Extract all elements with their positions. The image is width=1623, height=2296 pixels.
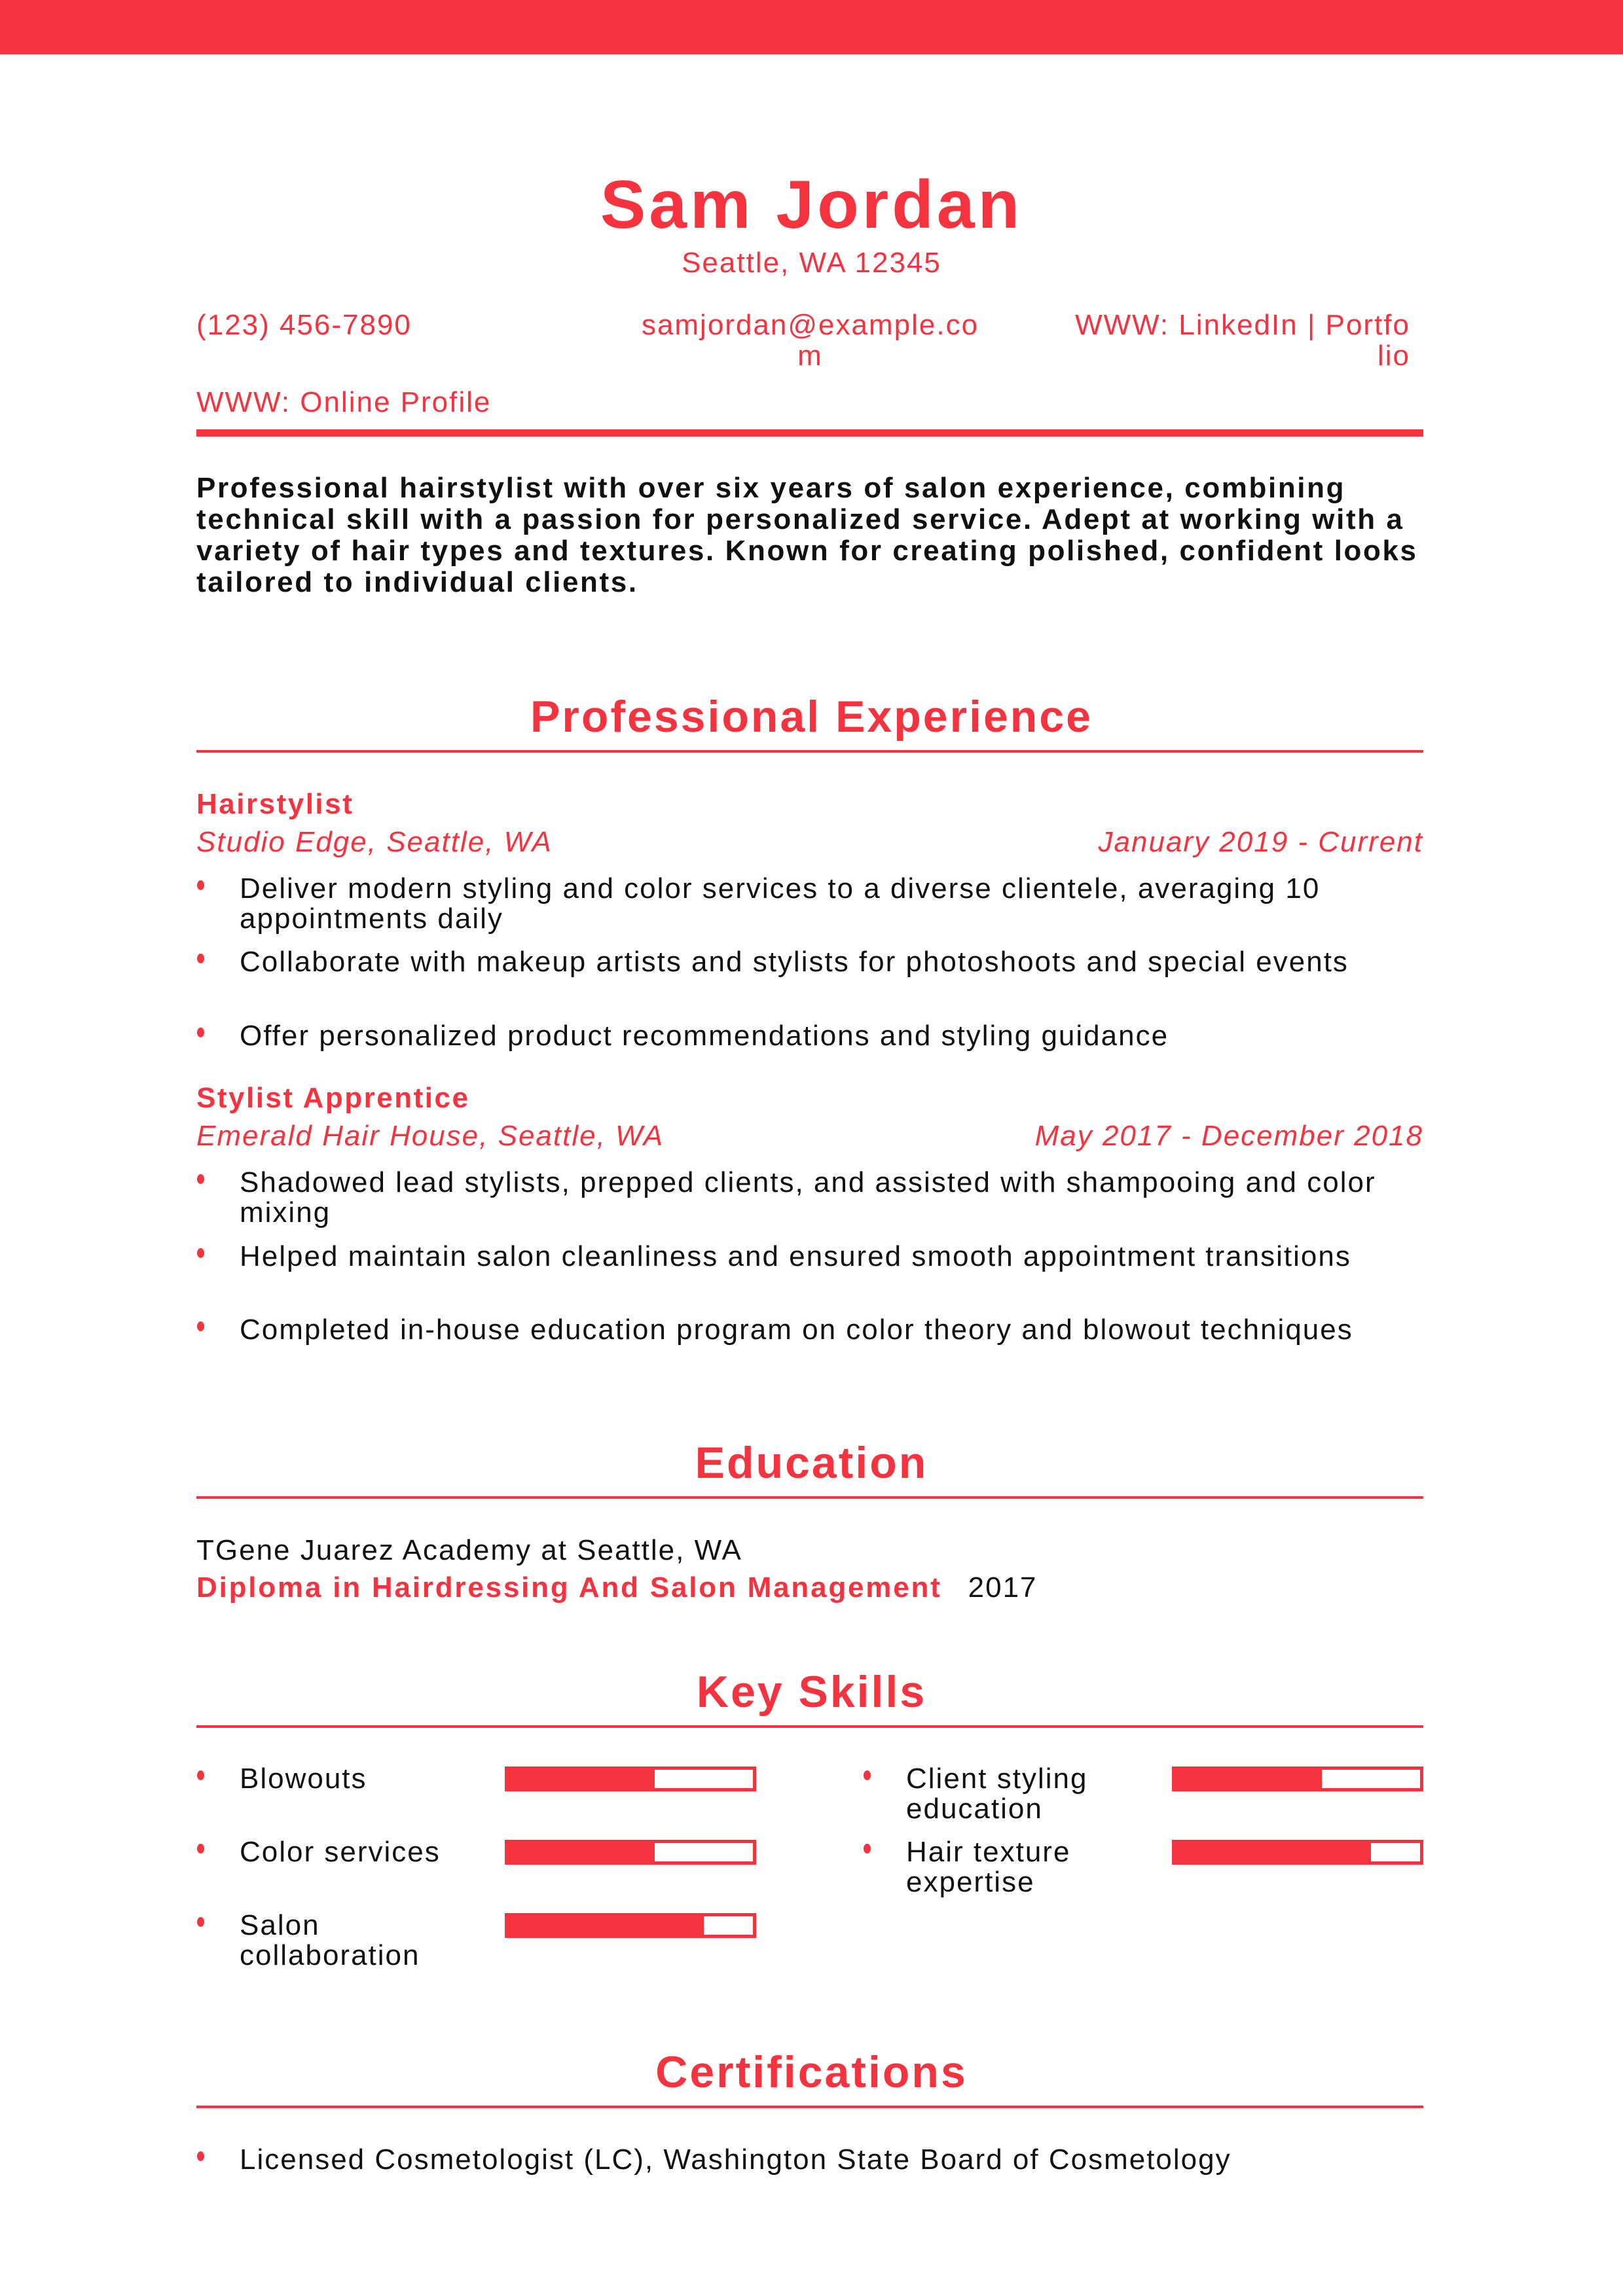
degree: Diploma in Hairdressing And Salon Management	[196, 1571, 942, 1604]
candidate-name: Sam Jordan	[600, 167, 1023, 243]
certification-text: Licensed Cosmetologist (LC), Washington State Board of Cosmetology	[240, 2144, 1231, 2176]
bullet-text: Helped maintain salon cleanliness and ensured smooth appointment transitions	[240, 1240, 1351, 1272]
skill-item	[196, 1837, 475, 1867]
graduation-year: 2017	[968, 1571, 1038, 1604]
list-item	[196, 1242, 1427, 1272]
certifications-heading: Certifications	[655, 2047, 968, 2097]
skill-level-bar	[1172, 1840, 1423, 1865]
skill-level-fill	[508, 1770, 655, 1788]
skill-level-bar	[505, 1767, 756, 1791]
job-title: Stylist Apprentice	[196, 1082, 470, 1114]
bullet-icon	[196, 1910, 240, 1971]
header-divider	[196, 429, 1423, 437]
bullet-text: Deliver modern styling and color services to a diverse clientele, averaging 10 appointments daily	[240, 872, 1321, 935]
list-item	[196, 874, 1427, 934]
job-company: Studio Edge, Seattle, WA	[196, 826, 553, 858]
skill-level-fill	[1175, 1770, 1322, 1788]
skill-name: Color services	[240, 1836, 441, 1868]
list-item	[196, 1021, 1427, 1051]
bullet-icon	[196, 1168, 240, 1228]
bullet-icon	[863, 1837, 906, 1897]
job-company-row	[196, 1120, 1423, 1153]
bullet-icon	[196, 947, 240, 977]
skill-name: Blowouts	[240, 1763, 367, 1795]
online-profile-link[interactable]: WWW: Online Profile	[196, 386, 492, 418]
bullet-text: Collaborate with makeup artists and stylists for photoshoots and special events	[240, 946, 1349, 978]
bullet-icon	[196, 1764, 240, 1794]
skill-level-fill	[508, 1916, 704, 1935]
skills-heading: Key Skills	[696, 1667, 927, 1717]
top-accent-bar	[0, 0, 1623, 54]
skill-level-bar	[505, 1913, 756, 1938]
list-item	[196, 2145, 1427, 2175]
links-line-2: lio	[1377, 340, 1410, 372]
skill-name: Salon collaboration	[240, 1909, 420, 1971]
section-divider	[196, 1496, 1423, 1499]
phone: (123) 456-7890	[196, 309, 412, 341]
section-divider	[196, 1725, 1423, 1728]
section-divider	[196, 750, 1423, 753]
job-company: Emerald Hair House, Seattle, WA	[196, 1120, 665, 1152]
bullet-icon	[196, 1837, 240, 1867]
list-item	[196, 1168, 1427, 1228]
list-item	[196, 1315, 1427, 1345]
summary: Professional hairstylist with over six years of salon experience, combining technical skill with a passion for personalized service. Adept at working with a variety of hair types and textures. Known for creating polished, confident looks tailored to individual clients.	[196, 472, 1418, 598]
job-title: Hairstylist	[196, 788, 354, 820]
skill-name: Client styling education	[906, 1763, 1088, 1825]
skill-level-bar	[1172, 1767, 1423, 1791]
bullet-icon	[863, 1764, 906, 1824]
school: TGene Juarez Academy at Seattle, WA	[196, 1534, 742, 1566]
job-dates: May 2017 - December 2018	[1034, 1120, 1423, 1152]
email-link[interactable]	[625, 310, 995, 371]
skill-item	[196, 1764, 475, 1794]
bullet-icon	[196, 1315, 240, 1345]
skill-name: Hair texture expertise	[906, 1836, 1071, 1898]
skill-level-fill	[508, 1843, 655, 1861]
bullet-text: Shadowed lead stylists, prepped clients, and assisted with shampooing and color mixing	[240, 1166, 1376, 1229]
skill-item	[196, 1910, 475, 1971]
list-item	[196, 947, 1427, 977]
experience-heading: Professional Experience	[530, 692, 1093, 742]
education-heading: Education	[695, 1438, 928, 1488]
bullet-text: Completed in-house education program on color theory and blowout techniques	[240, 1314, 1353, 1346]
email-line-1: samjordan@example.co	[641, 309, 979, 341]
job-dates: January 2019 - Current	[1098, 826, 1423, 858]
skill-level-bar	[505, 1840, 756, 1865]
bullet-icon	[196, 1021, 240, 1051]
linkedin-portfolio-links[interactable]	[1034, 310, 1410, 371]
email-line-2: m	[797, 340, 823, 372]
job-company-row	[196, 826, 1423, 859]
section-divider	[196, 2106, 1423, 2108]
address: Seattle, WA 12345	[682, 247, 941, 279]
bullet-icon	[196, 874, 240, 934]
skill-level-fill	[1175, 1843, 1371, 1861]
bullet-text: Offer personalized product recommendations and styling guidance	[240, 1020, 1169, 1052]
degree-row	[196, 1572, 1038, 1603]
links-line-1: WWW: LinkedIn | Portfo	[1075, 309, 1410, 341]
skill-item	[863, 1837, 1142, 1897]
bullet-icon	[196, 2145, 240, 2175]
bullet-icon	[196, 1242, 240, 1272]
skill-item	[863, 1764, 1142, 1824]
